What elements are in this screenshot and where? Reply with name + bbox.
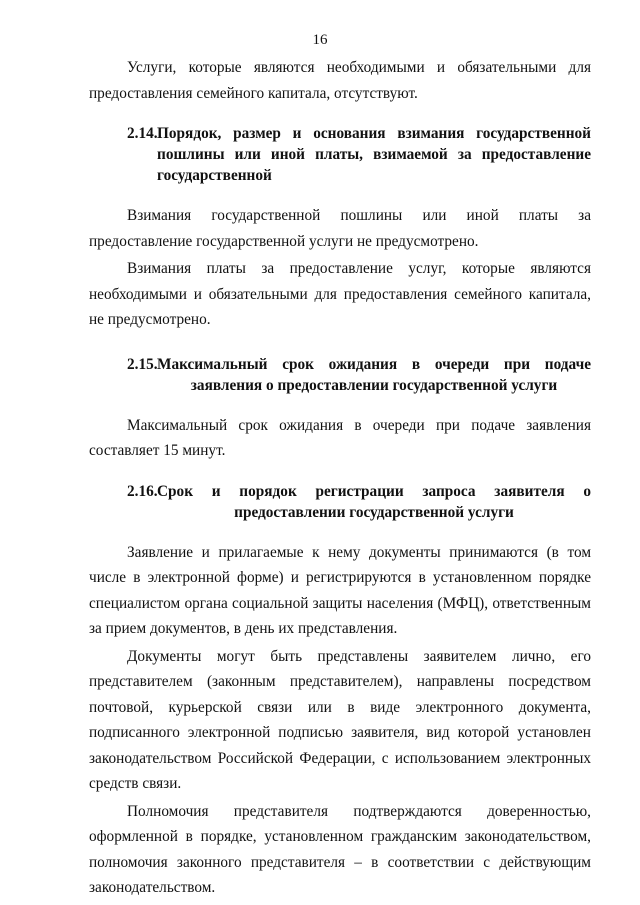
section-heading-2-16 [89, 481, 591, 523]
section-heading-2-14 [89, 123, 591, 186]
paragraph: Взимания государственной пошлины или иной платы за предоставление государственной услуги не предусмотрено. [89, 207, 591, 250]
paragraph: Максимальный срок ожидания в очереди при подаче заявления составляет 15 минут. [89, 416, 591, 459]
page-number: 16 [312, 32, 328, 48]
paragraph: Документы могут быть представлены заявителем лично, его представителем (законным представителем), направлены посредством почтовой, курьерской связи или в виде электронного документа, подписанного электронной подписью заявителя, вид которой установлен законодательством Российской Федерации, с использованием электронных средств связи. [89, 647, 591, 792]
section-number: 2.16. [127, 482, 158, 500]
document-body [89, 55, 591, 901]
paragraph: Услуги, которые являются необходимыми и обязательными для предоставления семейного капитала, отсутствуют. [89, 59, 591, 102]
paragraph: Заявление и прилагаемые к нему документы принимаются (в том числе в электронной форме) и регистрируются в установленном порядке специалистом органа социальной защиты населения (МФЦ), ответственным за прием документов, в день их представления. [89, 543, 591, 637]
section-heading-2-15 [89, 354, 591, 396]
paragraph: Взимания платы за предоставление услуг, которые являются необходимыми и обязательными для предоставления семейного капитала, не предусмотрено. [89, 260, 591, 328]
section-number: 2.14. [127, 125, 158, 142]
section-title: Максимальный срок ожидания в очереди при подаче заявления о предоставлении государственной услуги [157, 355, 591, 394]
paragraph: Полномочия представителя подтверждаются доверенностью, оформленной в порядке, установленном гражданским законодательством, полномочия законного представителя – в соответствии с действующим законодательством. [89, 802, 591, 896]
section-title: Срок и порядок регистрации запроса заявителя о предоставлении государственной услуги [157, 482, 591, 521]
section-number: 2.15. [127, 355, 158, 373]
section-title: Порядок, размер и основания взимания государственной пошлины или иной платы, взимаемой за предоставление государственной [157, 125, 591, 184]
